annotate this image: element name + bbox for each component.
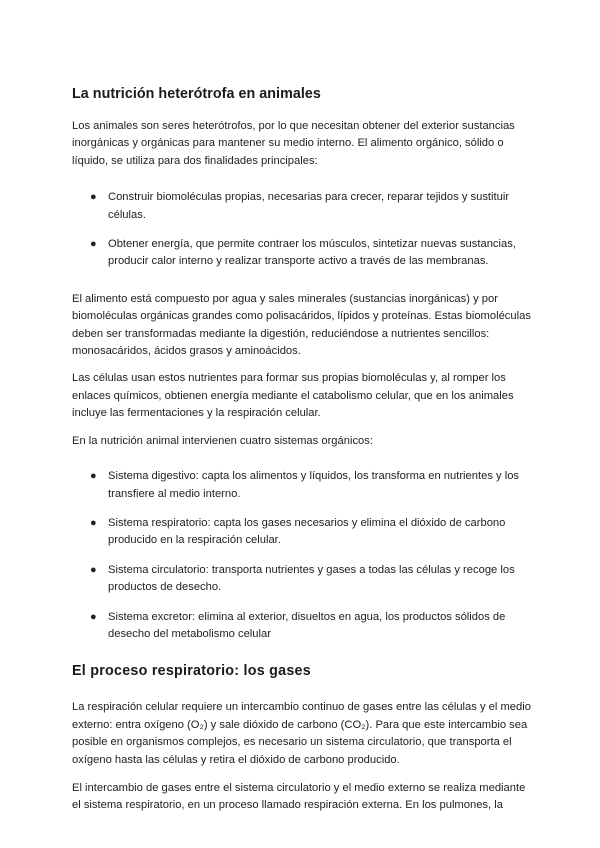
bullet-icon: ● (90, 563, 97, 576)
section-heading-nutricion: La nutrición heterótrofa en animales (72, 86, 321, 102)
bullet-icon: ● (90, 238, 97, 251)
list-item (72, 562, 534, 597)
food-composition-paragraph: El alimento está compuesto por agua y sales minerales (sustancias inorgánicas) y por biomoléculas orgánicas grandes como polisacáridos, lípidos y proteínas. Estas biomoléculas deben ser transformadas mediante la digestión, reduciéndose a nutrientes sencillos: monosacáridos, ácidos grasos y aminoácidos. (72, 292, 531, 358)
list-item-text: Obtener energía, que permite contraer los músculos, sintetizar nuevas sustancias, producir calor interno y realizar transporte activo a través de las membranas. (108, 238, 516, 268)
gas-exchange-paragraph: La respiración celular requiere un intercambio continuo de gases entre las células y el medio externo: entra oxígeno (O₂) y sale dióxido de carbono (CO₂). Para que este intercambio sea posible en organismos complejos, es necesario un sistema circulatorio, que transporta el oxígeno hasta las células y retira el dióxido de carbono producido. (72, 701, 531, 766)
purposes-list (72, 189, 534, 271)
list-item (72, 189, 534, 224)
bullet-icon: ● (90, 610, 97, 623)
bullet-icon: ● (90, 191, 97, 204)
bullet-icon: ● (90, 470, 97, 483)
section-heading-proceso-respiratorio: El proceso respiratorio: los gases (72, 663, 311, 680)
document-body (72, 86, 534, 815)
list-item (72, 609, 534, 644)
cell-energy-paragraph: Las células usan estos nutrientes para formar sus propias biomoléculas y, al romper los enlaces químicos, obtienen energía mediante el catabolismo celular, que en los animales incluye las fermentaciones y la respiración celular. (72, 372, 514, 420)
bullet-icon: ● (90, 516, 97, 529)
list-item (72, 515, 534, 550)
systems-intro-paragraph: En la nutrición animal intervienen cuatro sistemas orgánicos: (72, 434, 373, 447)
list-item-text: Construir biomoléculas propias, necesarias para crecer, reparar tejidos y sustituir células. (108, 191, 510, 221)
external-respiration-paragraph: El intercambio de gases entre el sistema circulatorio y el medio externo se realiza mediante el sistema respiratorio, en un proceso llamado respiración externa. En los pulmones, la (72, 781, 526, 812)
list-item (72, 236, 534, 271)
list-item (72, 468, 534, 503)
intro-paragraph: Los animales son seres heterótrofos, por lo que necesitan obtener del exterior sustancias inorgánicas y orgánicas para mantener su medio interno. El alimento orgánico, sólido o líquido, se utiliza para dos finalidades principales: (72, 120, 515, 167)
systems-list (72, 468, 534, 643)
list-item-text: Sistema circulatorio: transporta nutrientes y gases a todas las células y recoge los productos de desecho. (108, 563, 515, 594)
list-item-text: Sistema digestivo: capta los alimentos y líquidos, los transforma en nutrientes y los transfiere al medio interno. (108, 470, 520, 500)
list-item-text: Sistema excretor: elimina al exterior, disueltos en agua, los productos sólidos de desecho del metabolismo celular (108, 610, 506, 640)
list-item-text: Sistema respiratorio: capta los gases necesarios y elimina el dióxido de carbono producido en la respiración celular. (108, 516, 506, 547)
